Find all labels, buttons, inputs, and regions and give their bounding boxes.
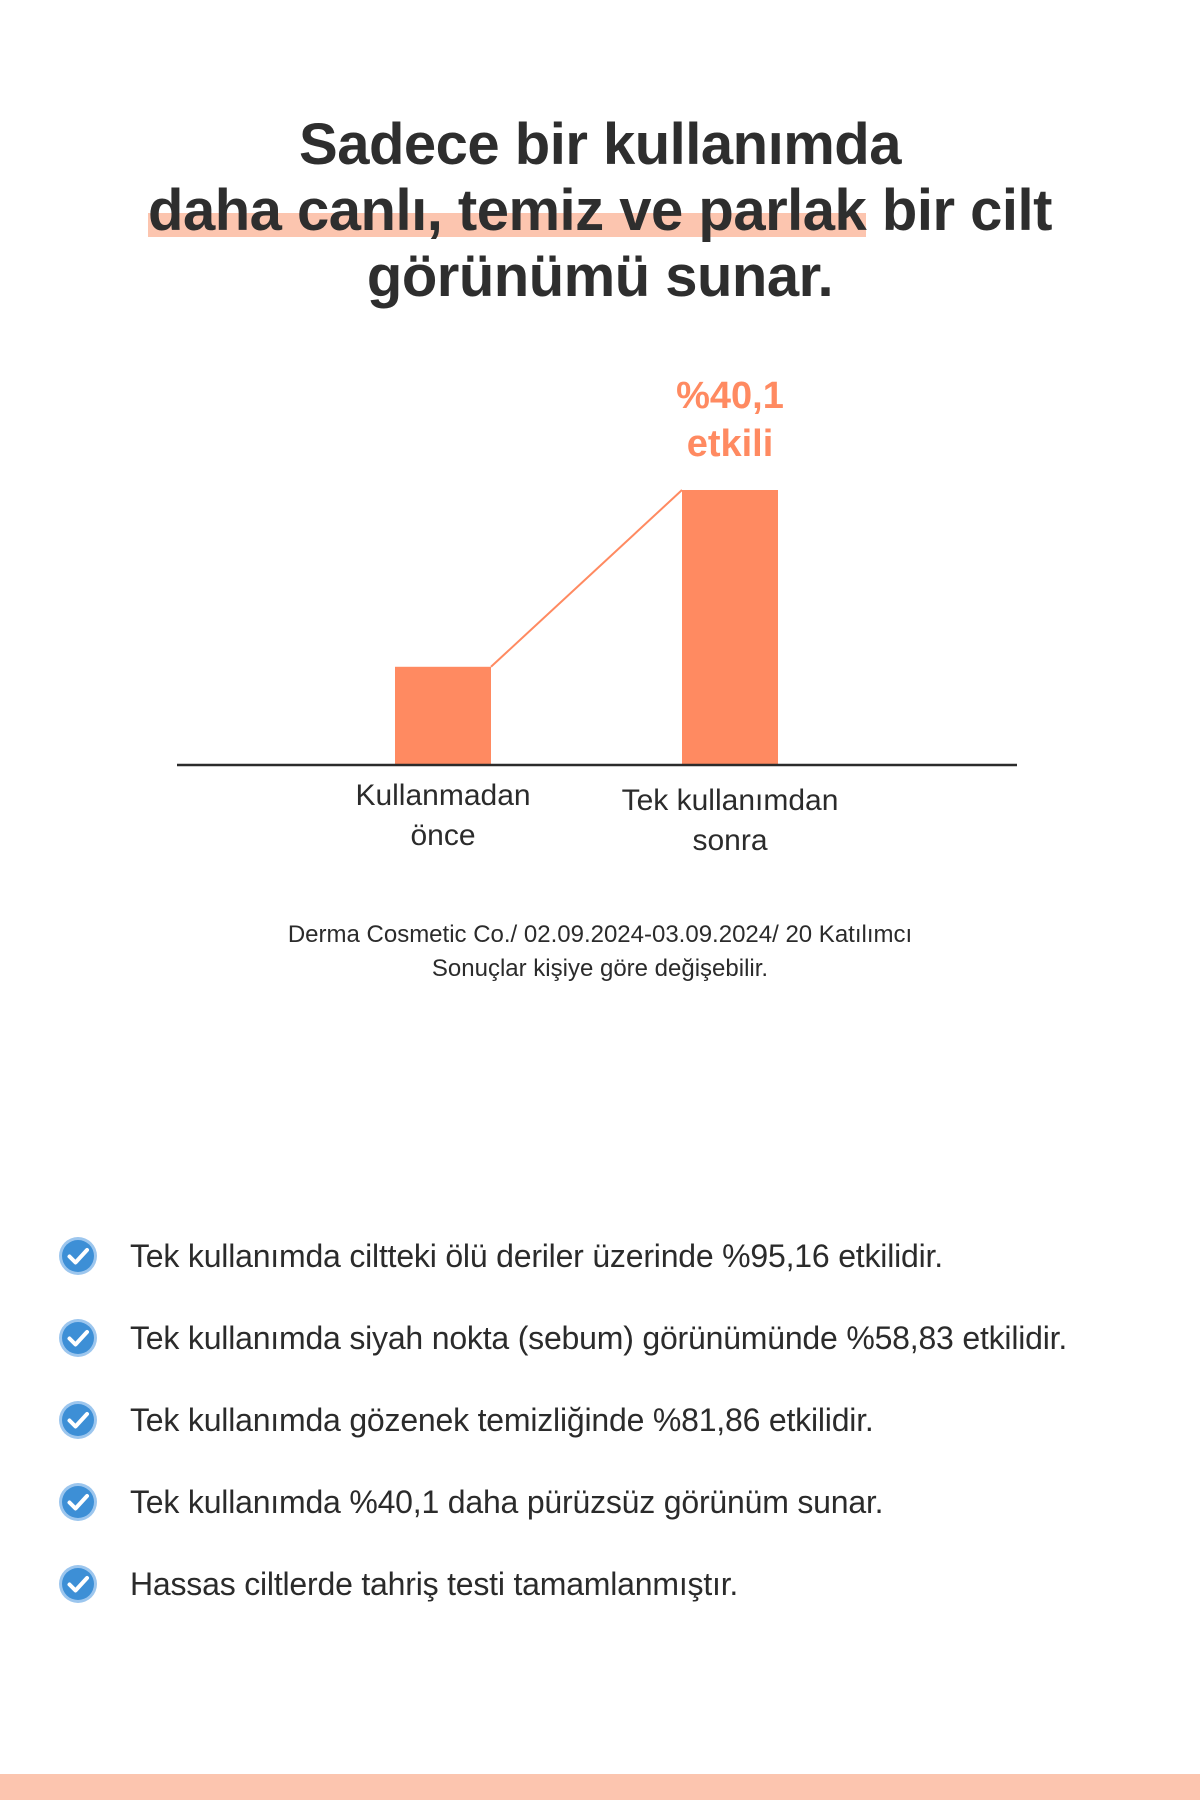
benefit-text: Tek kullanımda %40,1 daha pürüzsüz görünüm sunar. [130,1483,884,1520]
headline-line-1: Sadece bir kullanımda [299,112,901,177]
x-tick-label: sonra [692,824,768,857]
benefit-text: Tek kullanımda siyah nokta (sebum) görünümünde %58,83 etkilidir. [130,1319,1068,1356]
x-tick-label: önce [410,819,476,852]
data-label: %40,1 [676,375,784,417]
bar-2 [682,490,778,765]
x-tick-label: Tek kullanımdan [621,784,839,817]
check-circle-icon [58,1318,98,1358]
data-label: etkili [686,423,774,465]
check-circle-icon [58,1236,98,1276]
check-circle-icon [58,1564,98,1604]
benefit-item [58,1215,1178,1297]
check-circle-icon [58,1400,98,1440]
trend-line [491,490,682,667]
source-note [0,918,1200,986]
source-line-2: Sonuçlar kişiye göre değişebilir. [431,955,769,982]
chart-svg [0,360,1200,880]
benefit-text: Hassas ciltlerde tahriş testi tamamlanmıştır. [130,1565,739,1602]
benefit-item [58,1543,1178,1625]
benefit-item [58,1461,1178,1543]
benefit-item [58,1297,1178,1379]
source-line-1: Derma Cosmetic Co./ 02.09.2024-03.09.2024/ 20 Katılımcı [287,921,913,948]
footer-bar [0,1774,1200,1800]
x-tick-label: Kullanmadan [355,779,531,812]
headline [0,112,1200,310]
headline-highlight: daha canlı, temiz ve parlak [148,178,867,243]
benefit-text: Tek kullanımda gözenek temizliğinde %81,86 etkilidir. [130,1401,874,1438]
benefit-text: Tek kullanımda ciltteki ölü deriler üzerinde %95,16 etkilidir. [130,1237,943,1274]
benefit-item [58,1379,1178,1461]
bar-1 [395,667,491,765]
headline-line-2-rest: bir cilt [866,178,1052,243]
headline-line-2 [0,178,1200,244]
headline-line-3: görünümü sunar. [366,244,834,309]
check-circle-icon [58,1482,98,1522]
bar-chart [0,360,1200,880]
benefit-list [58,1215,1178,1625]
